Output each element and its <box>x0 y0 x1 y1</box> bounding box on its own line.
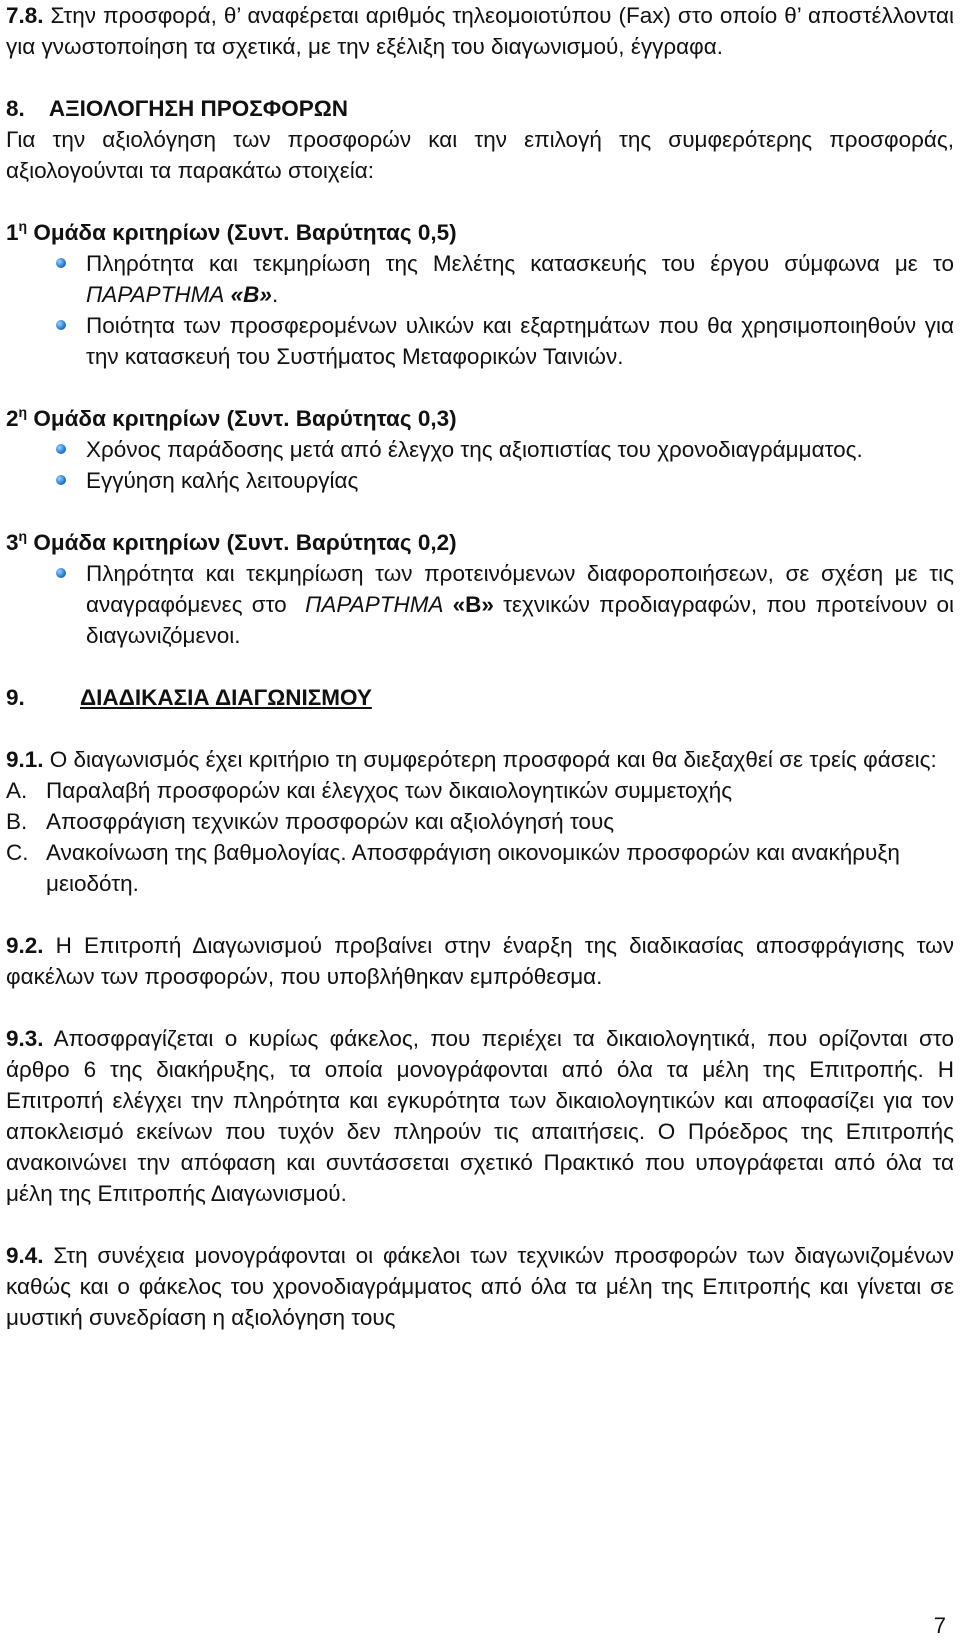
paragraph-text: Στη συνέχεια μονογράφονται οι φάκελοι των τεχνικών προσφορών των διαγωνιζομένων καθώς και ο φάκελος του χρονοδιαγράμματος από όλα τα μέλη της Επιτροπής και γίνεται σε μυστική συνεδρίαση η αξιολόγηση τους <box>6 1243 954 1330</box>
phase-item <box>6 837 954 899</box>
spacer <box>6 899 954 930</box>
phase-item <box>6 775 954 806</box>
phase-text: Αποσφράγιση τεχνικών προσφορών και αξιολόγησή τους <box>46 809 615 834</box>
spacer <box>6 496 954 527</box>
group-number: 2 <box>6 406 19 431</box>
criteria-bullet <box>6 465 954 496</box>
spacer <box>6 62 954 93</box>
bullet-text: Εγγύηση καλής λειτουργίας <box>86 468 359 493</box>
criteria-bullet <box>6 310 954 372</box>
criteria-bullet <box>6 558 960 651</box>
bullet-text: Χρόνος παράδοσης μετά από έλεγχο της αξιοπιστίας του χρονοδιαγράμματος. <box>86 437 863 462</box>
phase-letter: C. <box>6 840 29 865</box>
bullet-icon <box>56 568 66 578</box>
paragraph-text: Ο διαγωνισμός έχει κριτήριο τη συμφερότερη προσφορά και θα διεξαχθεί σε τρείς φάσεις: <box>43 747 937 772</box>
section-number: 9.3. <box>6 1026 44 1051</box>
paragraph-7-8 <box>6 0 954 62</box>
spacer <box>6 713 954 744</box>
paragraph-9-3 <box>6 1023 954 1209</box>
bullet-text: Πληρότητα και τεκμηρίωση των προτεινόμενων διαφοροποιήσεων, σε σχέση με τις αναγραφόμενες στο <box>86 561 960 617</box>
spacer <box>6 372 954 403</box>
section-heading-8: 8. ΑΞΙΟΛΟΓΗΣΗ ΠΡΟΣΦΟΡΩΝ <box>6 96 349 121</box>
annex-letter: «Β» <box>443 592 494 617</box>
phase-text: Ανακοίνωση της βαθμολογίας. Αποσφράγιση οικονομικών προσφορών και ανακήρυξη μειοδότη. <box>46 840 900 896</box>
page-number: 7 <box>933 1613 946 1638</box>
group-label: Ομάδα κριτηρίων (Συντ. Βαρύτητας 0,2) <box>27 530 457 555</box>
phase-item <box>6 806 954 837</box>
bullet-text-end: τεχνικών προδιαγραφών, που προτείνουν οι διαγωνιζόμενοι. <box>86 592 960 648</box>
paragraph-9-2 <box>6 930 954 992</box>
bullet-text-end: . <box>271 282 279 307</box>
bullet-icon <box>56 258 66 268</box>
group-label: Ομάδα κριτηρίων (Συντ. Βαρύτητας 0,3) <box>27 406 457 431</box>
spacer <box>6 992 954 1023</box>
section-title: ΔΙΑΔΙΚΑΣΙΑ ΔΙΑΓΩΝΙΣΜΟΥ <box>80 685 372 710</box>
paragraph-text: Στην προσφορά, θ’ αναφέρεται αριθμός τηλεομοιοτύπου (Fax) στο οποίο θ’ αποστέλλονται για γνωστοποίηση τα σχετικά, με την εξέλιξη του διαγωνισμού, έγγραφα. <box>6 3 954 59</box>
section-heading-9 <box>6 682 954 713</box>
annex-letter: «Β» <box>224 282 272 307</box>
ordinal-sup: η <box>18 404 28 420</box>
bullet-text: Πληρότητα και τεκμηρίωση της Μελέτης κατασκευής του έργου σύμφωνα με το <box>86 251 954 276</box>
bullet-icon <box>56 475 66 485</box>
ordinal-sup: η <box>18 528 28 544</box>
criteria-group-1-heading <box>6 217 954 248</box>
bullet-icon <box>56 444 66 454</box>
criteria-bullet <box>6 434 954 465</box>
annex-reference: ΠΑΡΑΡΤΗΜΑ <box>305 592 444 617</box>
section-number: 9. <box>6 685 25 710</box>
ordinal-sup: η <box>18 218 28 234</box>
spacer <box>6 1209 954 1240</box>
annex-reference: ΠΑΡΑΡΤΗΜΑ <box>86 282 225 307</box>
criteria-group-2-heading <box>6 403 954 434</box>
section-number: 9.4. <box>6 1243 44 1268</box>
paragraph-9-4 <box>6 1240 954 1333</box>
criteria-group-3-heading <box>6 527 954 558</box>
paragraph-9-1 <box>6 744 954 775</box>
paragraph-text: Η Επιτροπή Διαγωνισμού προβαίνει στην έναρξη της διαδικασίας αποσφράγισης των φακέλων των προσφορών, που υποβλήθηκαν εμπρόθεσμα. <box>6 933 954 989</box>
spacer <box>6 651 954 682</box>
group-number: 3 <box>6 530 19 555</box>
bullet-icon <box>56 320 66 330</box>
section-number: 9.2. <box>6 933 44 958</box>
phase-letter: A. <box>6 778 28 803</box>
paragraph-text: Αποσφραγίζεται ο κυρίως φάκελος, που περιέχει τα δικαιολογητικά, που ορίζονται στο άρθρο 6 της διακήρυξης, τα οποία μονογράφονται από όλα τα μέλη της Επιτροπής. Η Επιτροπή ελέγχει την πληρότητα και εγκυρότητα των δικαιολογητικών και αποφασίζει για τον αποκλεισμό εκείνων που τυχόν δεν πληρούν τις απαιτήσεις. Ο Πρόεδρος της Επιτροπής ανακοινώνει την απόφαση και συντάσσεται σχετικό Πρακτικό που υπογράφεται από όλα τα μέλη της Επιτροπής Διαγωνισμού. <box>6 1026 954 1206</box>
phase-text: Παραλαβή προσφορών και έλεγχος των δικαιολογητικών συμμετοχής <box>46 778 733 803</box>
spacer <box>6 186 954 217</box>
section-number: 9.1. <box>6 747 44 772</box>
criteria-bullet <box>6 248 954 310</box>
section-number: 7.8. <box>6 3 44 28</box>
section-8-intro: Για την αξιολόγηση των προσφορών και την επιλογή της συμφερότερης προσφοράς, αξιολογούνται τα παρακάτω στοιχεία: <box>6 127 954 183</box>
bullet-text: Ποιότητα των προσφερομένων υλικών και εξαρτημάτων που θα χρησιμοποιηθούν για την κατασκευή του Συστήματος Μεταφορικών Ταινιών. <box>86 313 954 369</box>
document-page <box>6 0 960 1333</box>
phase-letter: B. <box>6 809 28 834</box>
group-number: 1 <box>6 220 19 245</box>
group-label: Ομάδα κριτηρίων (Συντ. Βαρύτητας 0,5) <box>27 220 457 245</box>
